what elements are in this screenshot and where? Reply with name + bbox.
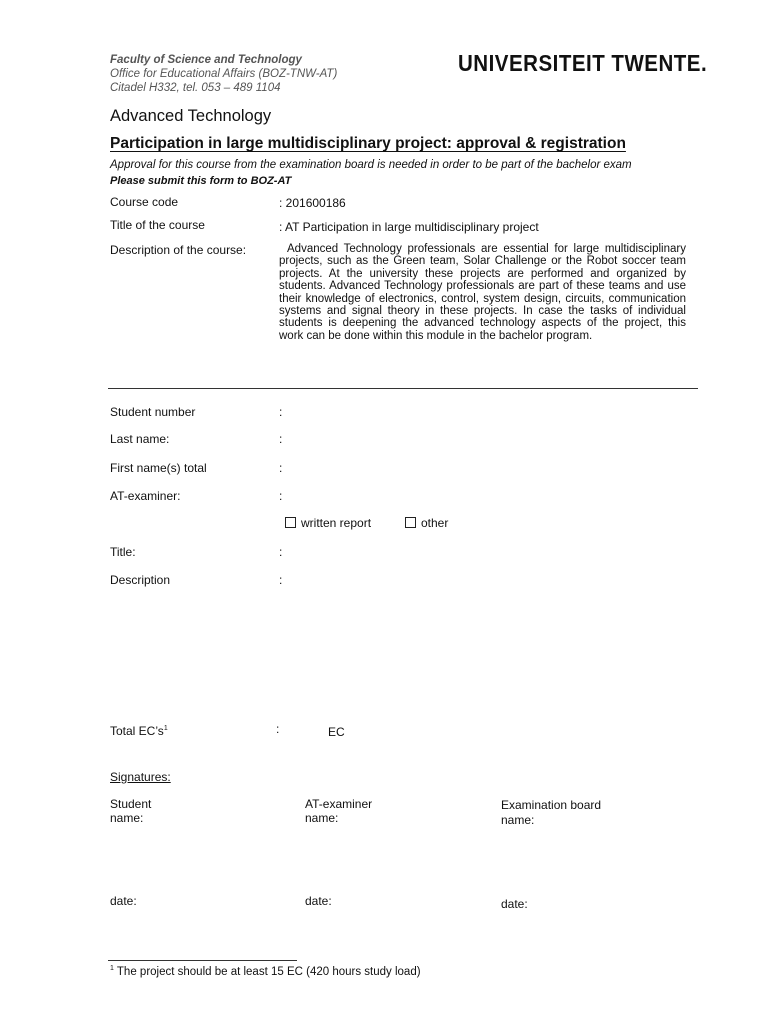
- total-ec-label: Total $EC’s^1$: [110, 724, 168, 738]
- form-title: Participation in large multidisciplinary project: approval & registration: [110, 135, 626, 152]
- university-logo: UNIVERSITEIT TWENTE.: [458, 51, 708, 77]
- other-label: other: [421, 516, 449, 530]
- project-description-field[interactable]: :: [279, 573, 283, 587]
- office-address: Citadel H332, tel. 053 – 489 1104: [110, 82, 281, 94]
- project-title-label: Title:: [110, 545, 136, 559]
- footnote: [110, 966, 421, 978]
- first-names-field[interactable]: :: [279, 461, 283, 475]
- ec-unit: EC: [328, 725, 345, 739]
- board-signature-name-field[interactable]: name:: [501, 813, 535, 827]
- course-code-value: : 201600186: [279, 196, 346, 210]
- examiner-field[interactable]: :: [279, 489, 283, 503]
- written-report-label: written report: [301, 516, 372, 530]
- course-title-label: Title of the course: [110, 218, 205, 232]
- project-title-field[interactable]: :: [279, 545, 283, 559]
- student-date-field[interactable]: date:: [110, 894, 137, 908]
- signatures-heading: Signatures:: [110, 770, 171, 784]
- other-checkbox[interactable]: [405, 517, 416, 528]
- office-name: Office for Educational Affairs (BOZ-TNW-AT): [110, 68, 338, 80]
- total-ec-footnote-mark: 1: [163, 725, 168, 732]
- examiner-signature-title: AT-examiner: [305, 797, 373, 811]
- course-description-text: Advanced Technology professionals are essential for large multidisciplinary projects, such as the Green team, Solar Challenge or the Robot soccer team projects. At the university these projects are performed and organized by students. Advanced Technology professionals are part of these teams and use their knowledge of electronics, control, system design, circuits, communication systems and signal theory in these projects. In case the tasks of individual students is deepening the advanced technology aspects of the project, this work can be done within this module in the bachelor program.: [279, 243, 686, 342]
- footnote-text: The project should be at least 15 EC (420 hours study load): [116, 966, 421, 978]
- course-description-label: Description of the course:: [110, 243, 247, 257]
- faculty-name: Faculty of Science and Technology: [110, 54, 302, 66]
- student-number-field[interactable]: :: [279, 405, 283, 419]
- project-description-label: Description: [110, 573, 171, 587]
- student-signature-name-field[interactable]: name:: [110, 811, 144, 825]
- subject-heading: Advanced Technology: [110, 107, 272, 125]
- footnote-mark: 1: [110, 965, 114, 973]
- board-date-field[interactable]: date:: [501, 897, 528, 911]
- last-name-field[interactable]: :: [279, 432, 283, 446]
- examiner-date-field[interactable]: date:: [305, 894, 332, 908]
- course-code-label: Course code: [110, 195, 179, 209]
- section-divider: [108, 388, 698, 389]
- first-names-label: First name(s) total: [110, 461, 207, 475]
- examiner-label: AT-examiner:: [110, 489, 181, 503]
- last-name-label: Last name:: [110, 432, 170, 446]
- approval-note: Approval for this course from the examination board is needed in order to be part of the bachelor exam: [110, 159, 632, 171]
- student-signature-title: Student: [110, 797, 152, 811]
- total-ec-field[interactable]: :: [276, 722, 280, 736]
- submit-note: Please submit this form to BOZ-AT: [110, 175, 292, 187]
- footnote-divider: [108, 960, 297, 961]
- board-signature-title: Examination board: [501, 798, 602, 812]
- examiner-signature-name-field[interactable]: name:: [305, 811, 339, 825]
- written-report-checkbox[interactable]: [285, 517, 296, 528]
- student-number-label: Student number: [110, 405, 196, 419]
- course-title-value: : AT Participation in large multidisciplinary project: [279, 220, 539, 234]
